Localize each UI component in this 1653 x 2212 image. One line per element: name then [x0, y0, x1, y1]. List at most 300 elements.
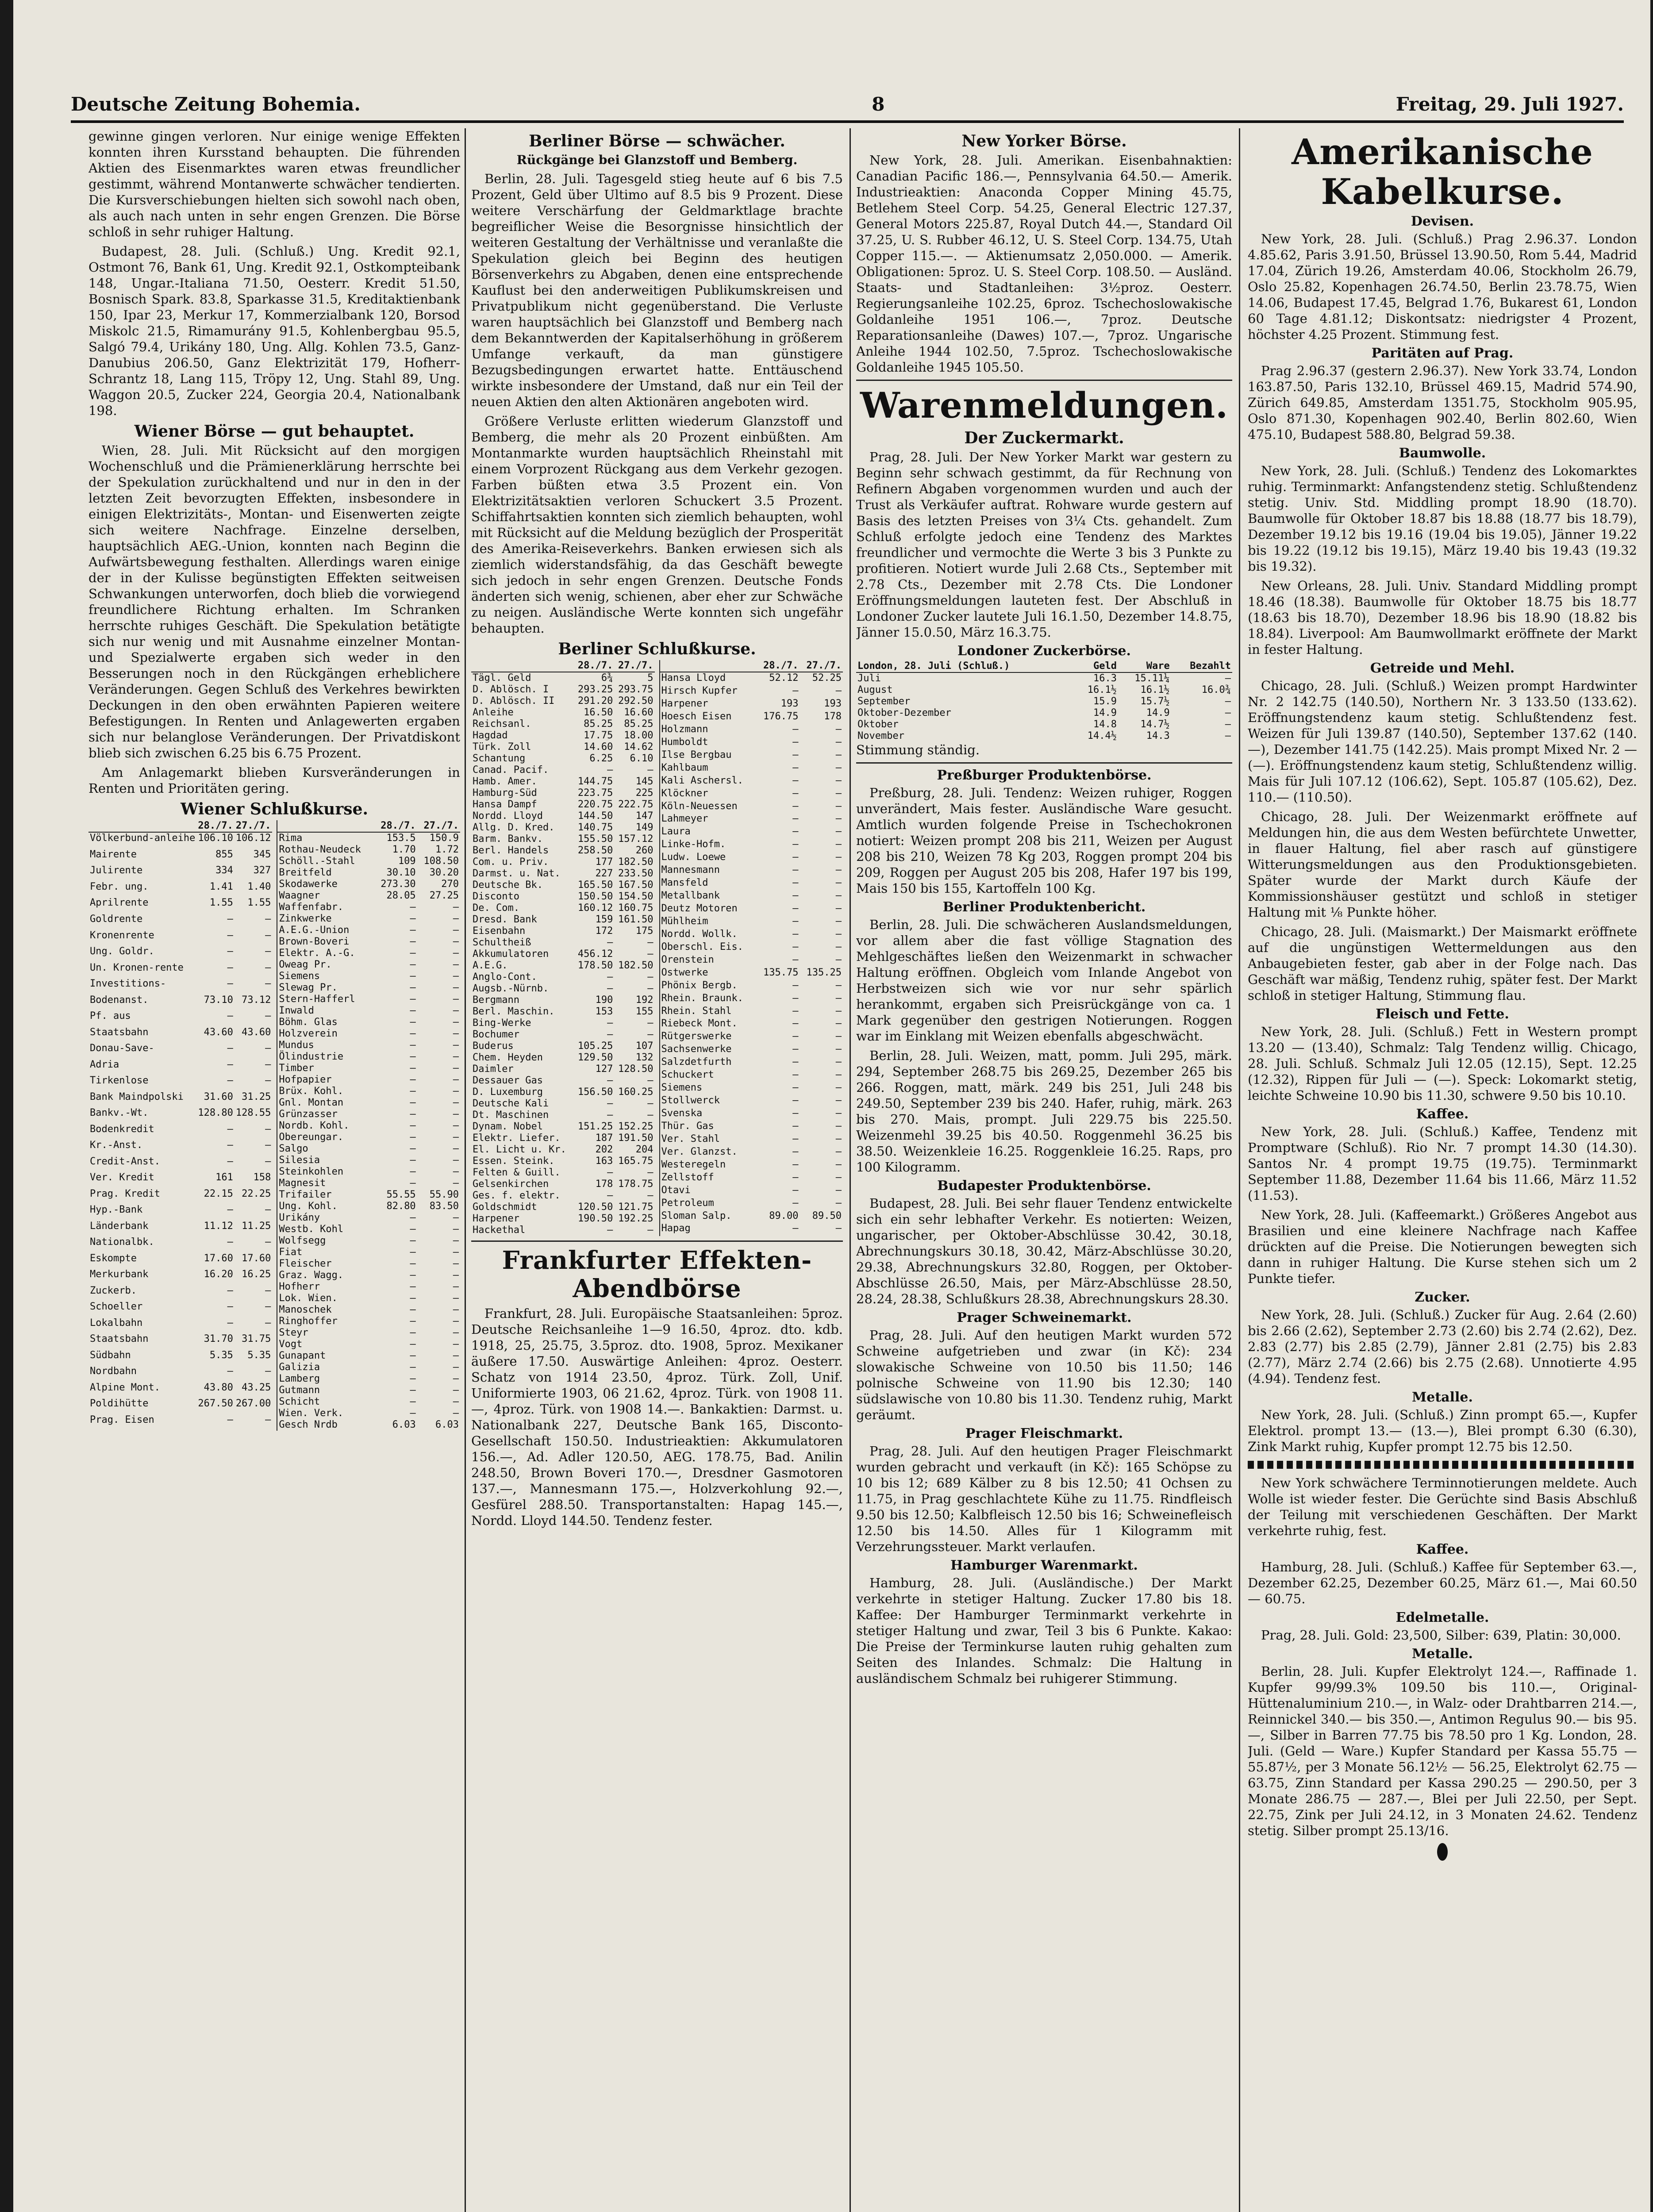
- quote-value: —: [835, 723, 842, 735]
- quote-value: —: [453, 1212, 459, 1223]
- security-name: D. Ablösch. II: [473, 695, 555, 707]
- quote-value: 258.50: [577, 845, 613, 856]
- quote-value: —: [453, 936, 459, 947]
- quote-value: —: [227, 1075, 233, 1087]
- quote-value: —: [227, 1010, 233, 1022]
- quote-table: 28./7. 27./7. Rima 153.5 150.9 Rothau-Neudeck 1.70 1.72 Schöll.-Stahl 109 108.50 Breitfeld 30.10 30.20 Skodawerke 273.30 270 Waagner 28.05 27.25 Waffenfabr. — — Zinkwerke — — A.E.G.-Union — — Brown-Boveri — — Elektr. A.-G. — — Oweag Pr. — — Siemens — — Slewag Pr. — — Stern-Hafferl — — Inwald — — Böhm. Glas — — Holzverein — — Mundus — — Ölindustrie — — Timber — — Hofpapier — — Brüx. Kohl. — — Gnl. Montan — — Grünzasser — — Nordb. Kohl. — — Obereungar. — — Salgo — — Silesia — — Steinkohlen — — Magnesit — — Trifailer 55.55 55.90 Ung. Kohl. 82.80 83.50 Urikány — — Westb. Kohl — — Wolfsegg — — Fiat — — Fleischer — — Graz. Wagg. — — Hofherr — — Lok. Wien. — — Manoschek — — Ringhoffer — — Steyr — — Vogt — — Gunapant — — Galizia — — Lamberg — — Gutmann — — Schicht — — Wien. Verk. — — Gesch Nrdb 6.03 6.03: [277, 820, 460, 1431]
- security-name: D. Ablösch. I: [473, 684, 549, 695]
- quote-value: —: [607, 1110, 613, 1121]
- quote-value: 129.50: [577, 1052, 613, 1063]
- section-heading: Hamburger Warenmarkt.: [950, 1558, 1138, 1573]
- quote-tables: [88, 820, 460, 1431]
- quote-value: —: [835, 1095, 842, 1106]
- table-row: [88, 1301, 272, 1317]
- quote-value: —: [792, 1133, 799, 1144]
- quote-value: 128.80: [198, 1107, 233, 1119]
- quote-value: 1.40: [247, 881, 271, 892]
- quote-value: —: [453, 971, 459, 982]
- quote-value: 145: [635, 776, 654, 787]
- article-text: New York, 28. Juli. (Kaffeemarkt.) Größeres Angebot aus Brasilien und eine kleinere Nachfrage nach Kaffee drückten auf die Preise. Die Notierungen bewegten sich dann in ruhiger Haltung. Die Kurse stehen sich um 2 Punkte tiefer.: [1248, 1207, 1637, 1286]
- article-text: Budapest, 28. Juli. (Schluß.) Ung. Kredit 92.1, Ostmont 76, Bank 61, Ung. Kredit 92.1, Ostkompteibank 148, Ungar.-Italiana 71.50, Oesterr. Kredit 51.50, Bosnisch Spark. 83.8, Sparkasse 31.5, Kreditaktienbank 150, Ipar 23, Merkur 17, Kommerzialbank 120, Borsod Miskolc 21.5, Rimamurány 91.5, Kohlenbergbau 95.5, Salgó 79.4, Urikány 180, Ung. Allg. Kohlen 73.5, Ganz-Danubius 206.50, Ganz Elektrizität 179, Hofherr-Schrantz 18, Lang 115, Tröpy 12, Ung. Stahl 89, Ung. Waggon 20.5, Zucker 224, Georgia 20.4, Nationalbank 198.: [88, 244, 460, 418]
- quote-value: —: [265, 929, 271, 941]
- quote-value: —: [410, 1166, 416, 1177]
- security-name: A.E.G.-Union: [279, 925, 350, 936]
- security-name: Manoschek: [279, 1304, 332, 1315]
- security-name: Darmst. u. Nat.: [473, 868, 561, 879]
- article-text: New York, 28. Juli. (Schluß.) Zucker für Aug. 2.64 (2.60) bis 2.66 (2.62), September 2.73 (2.60) bis 2.74 (2.62), Dez. 2.83 (2.77) bis 2.85 (2.79), Jänner 2.81 (2.75) bis 2.83 (2.77), März 2.74 (2.66) bis 2.75 (2.68). Unnotierte 4.95 (4.94). Tendenz fest.: [1248, 1307, 1637, 1386]
- quote-value: 193: [780, 698, 799, 709]
- table-row: [660, 801, 843, 814]
- quote-value: —: [792, 852, 799, 863]
- quote-value: —: [227, 1414, 233, 1425]
- quote-value: —: [265, 1043, 271, 1054]
- security-name: Daimler: [473, 1064, 514, 1075]
- quote-value: —: [410, 1040, 416, 1051]
- quote-value: 160.25: [618, 1087, 654, 1098]
- table-row: [660, 826, 843, 839]
- security-name: Com. u. Priv.: [473, 856, 549, 868]
- table-row: [471, 960, 655, 972]
- table-row: [660, 1223, 843, 1236]
- quote-value: —: [227, 1237, 233, 1248]
- quote-value: —: [792, 1056, 799, 1068]
- security-name: Graz. Wagg.: [279, 1270, 344, 1281]
- quote-value: —: [647, 949, 654, 960]
- security-name: Elektr. A.-G.: [279, 948, 355, 959]
- quote-value: —: [410, 1097, 416, 1108]
- table-row: [660, 993, 843, 1006]
- quote-value: 220.75: [577, 799, 613, 810]
- quote-value: 14.9: [1146, 707, 1170, 718]
- quote-value: —: [835, 787, 842, 799]
- security-name: Breitfeld: [279, 867, 332, 878]
- quote-value: —: [607, 764, 613, 776]
- security-name: Berl. Handels: [473, 845, 549, 856]
- section-heading: Budapester Produktenbörse.: [937, 1178, 1151, 1194]
- security-name: Nordb. Kohl.: [279, 1120, 350, 1131]
- security-name: Mühlheim: [661, 915, 708, 927]
- security-name: Ung. Kohl.: [279, 1201, 338, 1212]
- quote-value: 151.25: [577, 1121, 613, 1132]
- table-row: [88, 1414, 272, 1431]
- quote-value: 52.25: [812, 672, 842, 684]
- quote-value: 85.25: [624, 718, 654, 730]
- quote-value: 108.50: [423, 856, 459, 867]
- security-name: Westeregeln: [661, 1159, 726, 1170]
- quote-value: —: [792, 762, 799, 773]
- quote-value: —: [792, 1005, 799, 1017]
- table-row: [660, 1210, 843, 1223]
- table-row: [471, 741, 655, 753]
- table-row: [471, 672, 655, 684]
- quote-value: —: [792, 890, 799, 902]
- security-name: Linke-Hofm.: [661, 839, 726, 850]
- quote-value: —: [227, 929, 233, 941]
- quote-value: —: [453, 1132, 459, 1143]
- quote-value: —: [607, 1190, 613, 1201]
- quote-table: 28./7. 27./7. Völkerbund-anleihe 106.10 106.12 Mairente 855 345 Julirente 334 327 Febr. ung. 1.41 1.40 Aprilrente 1.55 1.55 Goldrente — — Kronenrente — — Ung. Goldr. — — Un. Kronen-rente — — Investitions- — — Bodenanst. 73.10 73.12 Pf. aus — — Staatsbahn 43.60 43.60 Donau-Save- — — Adria — — Tirkenlose — — Bank Maindpolski 31.60 31.25 Bankv.-Wt. 128.80 128.55 Bodenkredit — — Kr.-Anst. — — Credit-Anst. — — Ver. Kredit 161 158 Prag. Kredit 22.15 22.25 Hyp.-Bank — — Länderbank 11.12 11.25 Nationalbk. — — Eskompte 17.60 17.60 Merkurbank 16.20 16.25 Zuckerb. — — Schoeller — — Lokalbahn — — Staatsbahn 31.70 31.75 Südbahn 5.35 5.35 Nordbahn — — Alpine Mont. 43.80 43.25 Poldihütte 267.50 267.00 Prag. Eisen — —: [88, 820, 272, 1431]
- security-name: Bochumer: [473, 1029, 519, 1040]
- security-name: Hamburg-Süd: [473, 787, 537, 799]
- security-name: Lok. Wien.: [279, 1293, 338, 1304]
- quote-value: —: [835, 1120, 842, 1132]
- quote-value: —: [647, 1018, 654, 1029]
- table-row: [471, 972, 655, 983]
- security-name: Trifailer: [279, 1189, 332, 1200]
- table-row: [471, 707, 655, 718]
- table-row: [471, 787, 655, 799]
- quote-value: —: [835, 685, 842, 697]
- table-row: [660, 1121, 843, 1133]
- security-name: Riebeck Mont.: [661, 1018, 738, 1029]
- quote-value: 30.10: [386, 867, 416, 878]
- table-row: [856, 696, 1232, 707]
- security-name: Lahmeyer: [661, 813, 708, 825]
- quote-value: —: [410, 936, 416, 947]
- quote-value: —: [453, 1408, 459, 1419]
- table-row: [277, 936, 460, 948]
- quote-value: 17.60: [242, 1252, 271, 1264]
- security-name: Westb. Kohl: [279, 1224, 344, 1235]
- security-name: Dt. Maschinen: [473, 1110, 549, 1121]
- quote-value: 11.12: [204, 1220, 233, 1232]
- quote-value: —: [265, 913, 271, 925]
- table-row: [660, 877, 843, 890]
- section-heading: Prager Schweinemarkt.: [957, 1310, 1132, 1325]
- quote-value: —: [835, 1184, 842, 1196]
- quote-value: —: [835, 1005, 842, 1017]
- section-heading: Zucker.: [1415, 1290, 1470, 1305]
- quote-value: 14.9: [1093, 707, 1117, 718]
- security-name: Mairente: [90, 849, 137, 860]
- table-row: [471, 695, 655, 707]
- quote-value: 223.75: [577, 787, 613, 799]
- issue-date: Freitag, 29. Juli 1927.: [1395, 93, 1624, 115]
- quote-value: 135.25: [806, 967, 842, 978]
- table-row: [88, 1172, 272, 1188]
- table-row: [471, 845, 655, 856]
- section-heading: New Yorker Börse.: [961, 132, 1127, 150]
- quote-value: 107: [635, 1041, 654, 1052]
- section-heading: Der Zuckermarkt.: [964, 429, 1124, 447]
- table-row: [88, 1350, 272, 1366]
- security-name: Böhm. Glas: [279, 1017, 338, 1028]
- article-text: New York, 28. Juli. (Schluß.) Fett in Western prompt 13.20 — (13.40), Schmalz: Talg Tendenz willig. Chicago, 28. Juli. Schluß. Schmalz Juli 12.05 (12.15), Sept. 12.25 (12.32), Rippen für Juli — (—). Speck: Lokomarkt stetig, leichte Schweine 10.90 bis 11.30, schwere 9.50 bis 10.10.: [1248, 1024, 1637, 1103]
- quote-value: 233.50: [618, 868, 654, 879]
- security-name: Länderbank: [90, 1220, 149, 1232]
- table-row: [88, 1091, 272, 1108]
- security-name: September: [857, 696, 911, 707]
- quote-value: —: [607, 1029, 613, 1040]
- security-name: Waagner: [279, 890, 320, 901]
- security-name: Magnesit: [279, 1178, 326, 1189]
- table-row: [660, 890, 843, 903]
- table-row: [277, 1166, 460, 1178]
- security-name: Kahlbaum: [661, 762, 708, 773]
- table-row: [277, 1143, 460, 1155]
- quote-value: —: [647, 1225, 654, 1236]
- article-text: Chicago, 28. Juli. Der Weizenmarkt eröffnete auf Meldungen hin, die aus dem Westen befürchtete Unwetter, in flauer Haltung, fiel aber rasch auf günstigere Witterungsmeldungen aus den Produktionsgebieten. Später wurde der Markt durch Käufe der Kommissionshäuser gestützt und schloß in stetiger Haltung mit ⅛ Punkte höher.: [1248, 809, 1637, 920]
- quote-value: 31.60: [204, 1091, 233, 1102]
- security-name: Schantung: [473, 753, 526, 764]
- table-row: [660, 1159, 843, 1172]
- column-4: [1248, 128, 1637, 2212]
- quote-value: 105.25: [577, 1041, 613, 1052]
- quote-value: —: [792, 1159, 799, 1170]
- quote-value: —: [410, 1385, 416, 1396]
- quote-value: 17.75: [584, 730, 613, 741]
- security-name: Schöll.-Stahl: [279, 856, 355, 867]
- security-name: Ludw. Loewe: [661, 852, 726, 863]
- quote-value: —: [835, 928, 842, 940]
- table-row: [277, 1109, 460, 1120]
- table-row: [471, 1064, 655, 1075]
- table-row: [88, 1317, 272, 1334]
- quote-value: —: [410, 1396, 416, 1407]
- security-name: Waffenfabr.: [279, 902, 344, 913]
- table-row: [277, 1132, 460, 1143]
- quote-value: —: [453, 1143, 459, 1154]
- security-name: Ölindustrie: [279, 1051, 344, 1062]
- article-text: Budapest, 28. Juli. Bei sehr flauer Tendenz entwickelte sich ein sehr lebhafter Verkehr. Es notierten: Weizen, ungarischer, per Oktober-Abschlüsse 30.42, 30.18, Abrechnungskurs 30.18, 30.42, März-Abschlüsse 30.20, 29.38, Abrechnungskurs 32.80, Roggen, per Oktober-Abschlüsse 26.50, Mais, per März-Abschlüsse 28.50, 28.24, 28.38, Schlußkurs 28.38, Abrechnungskurs 28.30.: [856, 1196, 1232, 1306]
- security-name: Bodenanst.: [90, 994, 149, 1006]
- table-row: [88, 1188, 272, 1205]
- quote-value: 16.0¾: [1201, 684, 1231, 695]
- quote-value: 31.25: [242, 1091, 271, 1102]
- security-name: Ges. f. elektr.: [473, 1190, 561, 1201]
- quote-value: —: [453, 1155, 459, 1166]
- security-name: Chem. Heyden: [473, 1052, 543, 1063]
- security-name: Mundus: [279, 1040, 314, 1051]
- quote-value: 293.75: [618, 684, 654, 695]
- quote-value: —: [792, 800, 799, 812]
- table-row: [660, 685, 843, 698]
- table-row: [660, 775, 843, 788]
- table-row: [88, 1221, 272, 1237]
- security-name: Brown-Boveri: [279, 936, 350, 947]
- quote-value: —: [227, 1366, 233, 1377]
- table-row: [471, 776, 655, 787]
- article-text: Chicago, 28. Juli. (Schluß.) Weizen prompt Hardwinter Nr. 2 142.75 (140.50), Northern Nr. 3 133.50 (133.62). Eröffnungstendenz kaum stetig. Schlußtendenz fest. Weizen für Juli 139.87 (140.50), September 137.62 (140.—), Dezember 141.75 (142.25). Mais prompt Mixed Nr. 2 — (—). Eröffnungstendenz kaum stetig, Schlußtendenz willig. Mais für Juli 107.12 (106.62), Sept. 105.87 (105.62), Dez. 110.— (110.50).: [1248, 678, 1637, 805]
- table-row: [277, 1258, 460, 1270]
- section-heading: Paritäten auf Prag.: [1371, 346, 1514, 361]
- quote-value: —: [410, 948, 416, 959]
- quote-value: —: [453, 1074, 459, 1085]
- table-row: [277, 1270, 460, 1281]
- quote-value: 120.50: [577, 1202, 613, 1213]
- security-name: Humboldt: [661, 736, 708, 748]
- table-row: [660, 839, 843, 852]
- quote-value: —: [227, 1140, 233, 1151]
- table-row: [856, 730, 1232, 742]
- security-name: Julirente: [90, 865, 143, 876]
- security-name: Silesia: [279, 1155, 320, 1166]
- quote-value: —: [1225, 730, 1231, 741]
- table-row: [88, 1075, 272, 1091]
- quote-value: —: [410, 1293, 416, 1304]
- quote-value: —: [227, 1156, 233, 1167]
- table-row: [277, 1293, 460, 1304]
- table-row: [88, 832, 272, 849]
- security-name: Phönix Bergb.: [661, 979, 738, 991]
- table-row: [660, 954, 843, 967]
- quote-value: 5: [647, 672, 654, 684]
- quote-value: 204: [635, 1144, 654, 1155]
- section-heading: Devisen.: [1411, 214, 1474, 229]
- security-name: Rhein. Stahl: [661, 1005, 732, 1017]
- quote-value: —: [227, 1285, 233, 1296]
- security-name: Kr.-Anst.: [90, 1140, 143, 1151]
- quote-value: —: [227, 946, 233, 957]
- security-name: Aprilrente: [90, 897, 149, 909]
- table-row: [660, 749, 843, 762]
- quote-value: 106.10: [198, 833, 233, 844]
- table-row: [471, 1006, 655, 1018]
- table-row: [88, 962, 272, 979]
- quote-value: —: [835, 864, 842, 876]
- quote-value: —: [647, 1075, 654, 1086]
- security-name: Reichsanl.: [473, 718, 531, 730]
- quote-value: 260: [635, 845, 654, 856]
- quote-value: —: [410, 1063, 416, 1074]
- page-number: 8: [872, 93, 885, 115]
- article-text: Berlin, 28. Juli. Die schwächeren Auslandsmeldungen, vor allem aber die fast völlige Stagnation des Mehlgeschäftes ließen den Weizenmarkt in schwacher Haltung eröffnen. Obgleich vom Inlande Angebot von Herbstweizen sich wie vor nur sehr spärlich herankommt, ergaben sich Preisrückgänge von ca. 1 Mark gegenüber den gestrigen Notierungen. Roggen war im Einklang mit Weizen ebenfalls abgeschwächt.: [856, 917, 1232, 1044]
- security-name: Investitions-: [90, 978, 166, 990]
- quote-value: 157.12: [618, 833, 654, 845]
- quote-value: —: [453, 1258, 459, 1269]
- quote-value: 22.25: [242, 1188, 271, 1199]
- quote-value: 178.75: [618, 1179, 654, 1190]
- table-row: [660, 724, 843, 737]
- security-name: Deutsche Kali: [473, 1098, 549, 1109]
- quote-value: 127: [595, 1064, 613, 1075]
- security-name: Dynam. Nobel: [473, 1121, 543, 1132]
- quote-value: 270: [441, 879, 459, 890]
- quote-value: —: [835, 979, 842, 991]
- quote-value: —: [835, 1082, 842, 1094]
- security-name: Tägl. Geld: [473, 672, 531, 684]
- quote-value: —: [647, 764, 654, 776]
- table-row: [277, 1017, 460, 1028]
- ornamental-divider: [1248, 1461, 1637, 1469]
- quote-value: 1.41: [209, 881, 233, 892]
- security-name: Dresd. Bank: [473, 914, 537, 925]
- security-name: Nordd. Lloyd: [473, 810, 543, 822]
- security-name: Rima: [279, 833, 303, 844]
- quote-value: 155.50: [577, 833, 613, 845]
- quote-value: 153: [595, 1006, 613, 1017]
- table-row: [471, 1190, 655, 1202]
- quote-value: 192: [635, 995, 654, 1006]
- quote-value: —: [453, 1350, 459, 1361]
- quote-value: 161: [215, 1172, 233, 1183]
- quote-value: 16.50: [584, 707, 613, 718]
- table-row: [88, 881, 272, 898]
- table-row: [471, 718, 655, 730]
- quote-value: 334: [215, 865, 233, 876]
- table-row: [277, 994, 460, 1005]
- quote-value: 140.75: [577, 822, 613, 833]
- quote-value: 128.55: [235, 1107, 271, 1119]
- table-row: [88, 1156, 272, 1172]
- quote-value: —: [792, 1044, 799, 1055]
- security-name: Deutsche Bk.: [473, 879, 543, 891]
- quote-value: —: [647, 1167, 654, 1178]
- quote-value: —: [835, 1031, 842, 1042]
- security-name: Allg. D. Kred.: [473, 822, 555, 833]
- quote-value: —: [410, 971, 416, 982]
- table-row: [660, 1146, 843, 1159]
- quote-value: 6.03: [435, 1419, 459, 1430]
- quote-value: —: [453, 1040, 459, 1051]
- security-name: August: [857, 684, 893, 695]
- table-row: [277, 1097, 460, 1109]
- quote-value: —: [835, 954, 842, 965]
- quote-value: 153.5: [386, 833, 416, 844]
- quote-value: —: [607, 983, 613, 994]
- article-text: Größere Verluste erlitten wiederum Glanzstoff und Bemberg, die mehr als 20 Prozent einbüßten. Am Montanmarkte wurden hauptsächlich Rheinstahl mit einem Vorprozent Rückgang aus dem Verkehr gezogen. Farben büßten etwa 3.5 Prozent ein. Von Elektrizitätsaktien verloren Schuckert 3.5 Prozent. Schiffahrtsaktien konnten sich ziemlich behaupten, wohl mit Rücksicht auf die Meldung bezüglich der Prosperität des Amerika-Reiseverkehrs. Banken erwiesen sich als ziemlich widerstandsfähig, da das Geschäft bewegte sich jedoch in sehr engen Grenzen. Deutsche Fonds änderten sich wenig, schienen, aber eher zur Schwäche zu neigen. Ausländische Werte konnten sich ungefähr behaupten.: [471, 414, 843, 636]
- security-name: Svenska: [661, 1108, 703, 1119]
- article-text: New York, 28. Juli. (Schluß.) Zinn prompt 65.—, Kupfer Elektrol. prompt 13.— (13.—), Blei prompt 6.30 (6.30), Zink Markt ruhig, Kupfer prompt 12.75 bis 12.50.: [1248, 1407, 1637, 1454]
- quote-value: 15.9: [1093, 696, 1117, 707]
- quote-value: —: [792, 736, 799, 748]
- quote-value: 43.60: [204, 1026, 233, 1038]
- security-name: Hapag: [661, 1223, 691, 1234]
- security-name: Obereungar.: [279, 1132, 344, 1143]
- quote-value: 30.20: [429, 867, 459, 878]
- table-row: [88, 1382, 272, 1398]
- table-row: [660, 1095, 843, 1108]
- quote-value: —: [410, 1224, 416, 1235]
- quote-value: —: [265, 962, 271, 973]
- table-row: [277, 1155, 460, 1166]
- quote-value: 5.35: [247, 1349, 271, 1361]
- quote-value: 6.10: [630, 753, 654, 764]
- security-name: Disconto: [473, 891, 519, 902]
- table-row: [277, 1281, 460, 1293]
- quote-value: —: [453, 1327, 459, 1338]
- security-name: Ver. Glanzst.: [661, 1146, 738, 1157]
- security-name: Akkumulatoren: [473, 949, 549, 960]
- security-name: Felten & Guill.: [473, 1167, 561, 1178]
- table-row: [277, 1005, 460, 1017]
- security-name: Laura: [661, 826, 691, 837]
- quote-value: —: [647, 937, 654, 948]
- quote-value: 5.35: [209, 1349, 233, 1361]
- quote-value: —: [265, 946, 271, 957]
- quote-value: —: [453, 1293, 459, 1304]
- quote-value: —: [792, 1197, 799, 1209]
- quote-value: —: [792, 1108, 799, 1119]
- quote-value: 28.05: [386, 890, 416, 901]
- quote-value: —: [1225, 719, 1231, 730]
- quote-value: —: [792, 839, 799, 850]
- table-row: [471, 1179, 655, 1190]
- quote-value: —: [453, 913, 459, 924]
- quote-value: —: [453, 1109, 459, 1120]
- quote-value: —: [410, 1316, 416, 1327]
- table-row: [660, 1056, 843, 1069]
- table-row: [471, 914, 655, 926]
- quote-value: —: [410, 1017, 416, 1028]
- quote-value: —: [835, 852, 842, 863]
- security-name: Holzmann: [661, 723, 708, 735]
- table-row: [471, 983, 655, 995]
- quote-value: —: [410, 959, 416, 970]
- table-row: [277, 1028, 460, 1040]
- running-header: [71, 91, 1624, 117]
- quote-value: 190: [595, 995, 613, 1006]
